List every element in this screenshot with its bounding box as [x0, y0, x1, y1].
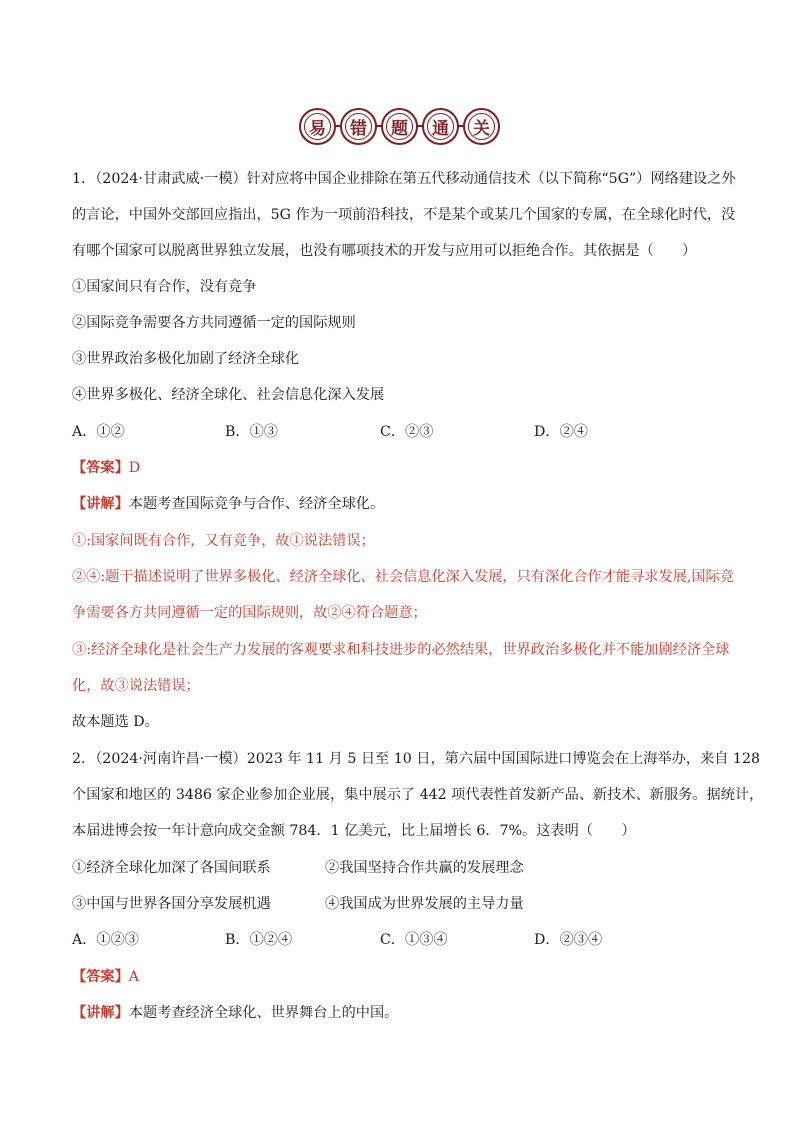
q1-stem-line-1: 1．（2024·甘肃武威·一模）针对应将中国企业排除在第五代移动通信技术（以下简称“5G”）网络建设之外 — [72, 171, 736, 187]
q1-answer — [72, 458, 140, 478]
q1-option-a: A．①② — [72, 424, 125, 440]
q2-statement-1: ①经济全球化加深了各国间联系 — [72, 860, 271, 876]
q1-explain — [72, 494, 384, 514]
answer-value: D — [128, 460, 141, 476]
banner-char-text: 题 — [391, 118, 408, 139]
q2-option-d: D．②③④ — [534, 932, 603, 948]
explain-label: 【讲解】 — [72, 1005, 129, 1021]
q2-option-c: C．①③④ — [380, 932, 448, 948]
q1-statement-1: ①国家间只有合作，没有竞争 — [72, 279, 257, 295]
section-banner — [297, 101, 502, 151]
q1-stem-line-3: 有哪个国家可以脱离世界独立发展，也没有哪项技术的开发与应用可以拒绝合作。其依据是（ ） — [72, 243, 697, 259]
banner-char-3 — [381, 108, 418, 145]
explain-text: 本题考查经济全球化、世界舞台上的中国。 — [128, 1005, 399, 1021]
banner-char-text: 错 — [350, 118, 367, 139]
q2-statement-2: ②我国坚持合作共赢的发展理念 — [325, 860, 524, 876]
q2-stem-line-3: 本届进博会按一年计意向成交金额 784．1 亿美元，比上届增长 6．7%。这表明（ ） — [72, 823, 636, 839]
q1-option-b: B．①③ — [225, 424, 278, 440]
q1-statement-4: ④世界多极化、经济全球化、社会信息化深入发展 — [72, 387, 385, 403]
q2-stem-line-2: 个国家和地区的 3486 家企业参加企业展，集中展示了 442 项代表性首发新产品、新技术、新服务。据统计， — [72, 787, 764, 803]
banner-char-text: 关 — [473, 118, 490, 139]
q1-analysis-line-5: 化，故③说法错误； — [72, 678, 200, 694]
q1-option-c: C．②③ — [380, 424, 434, 440]
q2-option-b: B．①②④ — [225, 932, 293, 948]
explain-text: 本题考查国际竞争与合作、经济全球化。 — [128, 496, 385, 512]
answer-value: A — [128, 969, 140, 985]
answer-label: 【答案】 — [72, 969, 129, 985]
q1-conclusion: 故本题选 D。 — [72, 714, 159, 730]
q2-explain — [72, 1003, 398, 1023]
q1-statement-2: ②国际竞争需要各方共同遵循一定的国际规则 — [72, 315, 356, 331]
q1-option-d: D．②④ — [534, 424, 588, 440]
banner-char-1 — [299, 108, 336, 145]
q2-statement-3: ③中国与世界各国分享发展机遇 — [72, 896, 271, 912]
q2-statement-4: ④我国成为世界发展的主导力量 — [325, 896, 524, 912]
banner-char-2 — [340, 108, 377, 145]
q1-analysis-line-3: 争需要各方共同遵循一定的国际规则，故②④符合题意； — [72, 605, 427, 621]
explain-label: 【讲解】 — [72, 496, 129, 512]
q1-analysis-line-1: ①:国家间既有合作，又有竞争，故①说法错误； — [72, 533, 375, 549]
q1-analysis-line-2: ②④:题干描述说明了世界多极化、经济全球化、社会信息化深入发展，只有深化合作才能寻求发展,国际竞 — [72, 569, 734, 585]
banner-char-5 — [463, 108, 500, 145]
q1-analysis-line-4: ③:经济全球化是社会生产力发展的客观要求和科技进步的必然结果，世界政治多极化并不能加剧经济全球 — [72, 642, 730, 658]
banner-char-4 — [422, 108, 459, 145]
q2-answer — [72, 967, 139, 987]
q2-stem-line-1: 2．（2024·河南许昌·一模）2023 年 11 月 5 日至 10 日，第六届中国国际进口博览会在上海举办，来自 128 — [72, 751, 761, 767]
banner-char-text: 易 — [309, 118, 326, 139]
q1-stem-line-2: 的言论，中国外交部回应指出，5G 作为一项前沿科技，不是某个或某几个国家的专属，在全球化时代，没 — [72, 207, 736, 223]
answer-label: 【答案】 — [72, 460, 129, 476]
banner-char-text: 通 — [432, 118, 449, 139]
q2-option-a: A．①②③ — [72, 932, 139, 948]
q1-statement-3: ③世界政治多极化加剧了经济全球化 — [72, 351, 300, 367]
